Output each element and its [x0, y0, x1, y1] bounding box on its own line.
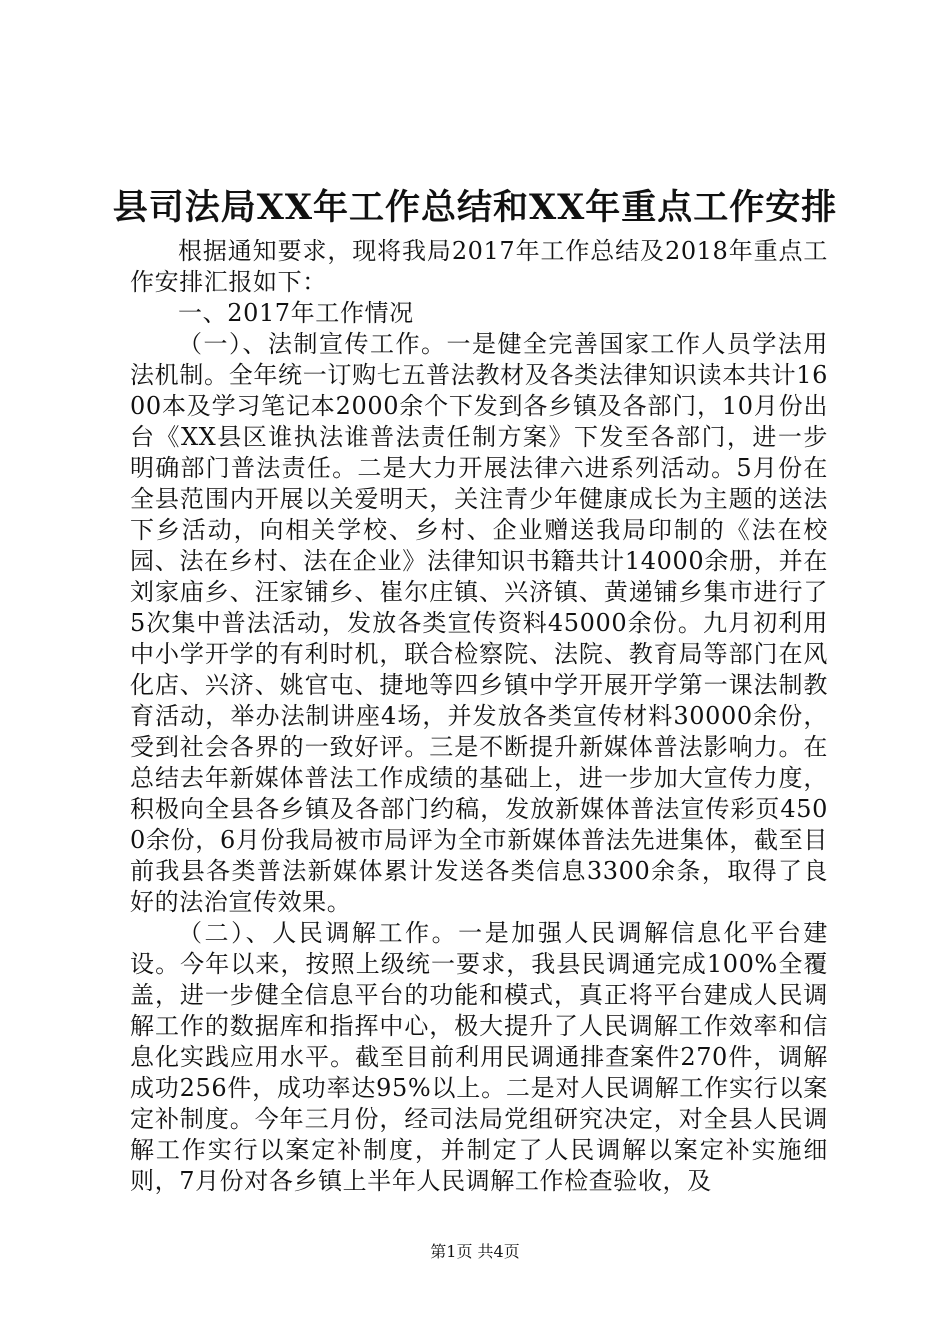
document-title: 县司法局XX年工作总结和XX年重点工作安排: [112, 187, 838, 228]
document-body: [130, 236, 828, 1197]
people-mediation-paragraph: （二）、人民调解工作。一是加强人民调解信息化平台建设。今年以来，按照上级统一要求，我县民调通完成100%全覆盖，进一步健全信息平台的功能和模式，真正将平台建成人民调解工作的数据库和指挥中心，极大提升了人民调解工作效率和信息化实践应用水平。截至目前利用民调通排查案件270件，调解成功256件，成功率达95%以上。二是对人民调解工作实行以案定补制度。今年三月份，经司法局党组研究决定，对全县人民调解工作实行以案定补制度，并制定了人民调解以案定补实施细则，7月份对各乡镇上半年人民调解工作检查验收，及: [130, 919, 828, 1195]
legal-publicity-paragraph: （一）、法制宣传工作。一是健全完善国家工作人员学法用法机制。全年统一订购七五普法教材及各类法律知识读本共计1600本及学习笔记本2000余个下发到各乡镇及各部门，10月份出台《XX县区谁执法谁普法责任制方案》下发至各部门，进一步明确部门普法责任。二是大力开展法律六进系列活动。5月份在全县范围内开展以关爱明天，关注青少年健康成长为主题的送法下乡活动，向相关学校、乡村、企业赠送我局印制的《法在校园、法在乡村、法在企业》法律知识书籍共计14000余册，并在刘家庙乡、汪家铺乡、崔尔庄镇、兴济镇、黄递铺乡集市进行了5次集中普法活动，发放各类宣传资料45000余份。九月初利用中小学开学的有利时机，联合检察院、法院、教育局等部门在风化店、兴济、姚官屯、捷地等四乡镇中学开展开学第一课法制教育活动，举办法制讲座4场，并发放各类宣传材料30000余份，受到社会各界的一致好评。三是不断提升新媒体普法影响力。在总结去年新媒体普法工作成绩的基础上，进一步加大宣传力度，积极向全县各乡镇及各部门约稿，发放新媒体普法宣传彩页4500余份，6月份我局被市局评为全市新媒体普法先进集体，截至目前我县各类普法新媒体累计发送各类信息3300余条，取得了良好的法治宣传效果。: [130, 330, 828, 916]
page-footer: 第1页 共4页: [430, 1242, 520, 1261]
intro-paragraph: 根据通知要求，现将我局2017年工作总结及2018年重点工作安排汇报如下：: [130, 237, 828, 296]
section-heading: 一、2017年工作情况: [178, 299, 414, 327]
